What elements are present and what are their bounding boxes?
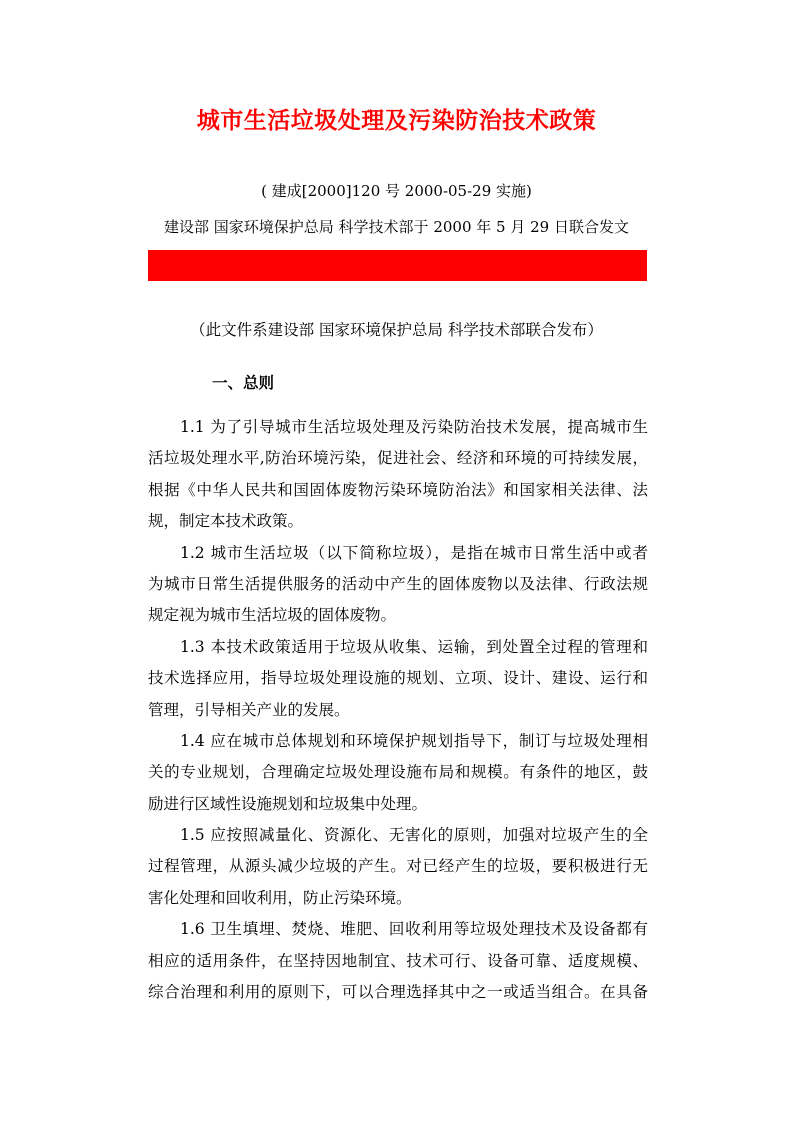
paragraph-line: 综合治理和利用的原则下，可以合理选择其中之一或适当组合。在具备 (148, 983, 648, 1002)
paragraph-1-2 (148, 541, 648, 635)
paragraph-1-5 (148, 823, 648, 917)
paragraph-line: 规定视为城市生活垃圾的固体废物。 (148, 606, 397, 625)
paragraph-line: 1.6 卫生填埋、焚烧、堆肥、回收利用等垃圾处理技术及设备都有 (180, 920, 648, 939)
paragraph-line: 关的专业规划，合理确定垃圾处理设施布局和规模。有条件的地区，鼓 (148, 763, 648, 782)
paragraph-line: 1.5 应按照减量化、资源化、无害化的原则，加强对垃圾产生的全 (180, 826, 648, 845)
paragraph-line: 规，制定本技术政策。 (148, 512, 304, 531)
paragraph-line: 1.3 本技术政策适用于垃圾从收集、运输，到处置全过程的管理和 (180, 637, 648, 656)
section-heading: 一、总则 (212, 374, 275, 392)
paragraph-line: 相应的适用条件，在坚持因地制宜、技术可行、设备可靠、适度规模、 (148, 951, 648, 970)
paragraph-line: 为城市日常生活提供服务的活动中产生的固体废物以及法律、行政法规 (148, 574, 648, 593)
document-body (148, 415, 648, 1011)
paragraph-1-6 (148, 917, 648, 1011)
paragraph-line: 活垃圾处理水平,防治环境污染，促进社会、经济和环境的可持续发展， (148, 449, 648, 468)
paragraph-1-4 (148, 729, 648, 823)
document-title: 城市生活垃圾处理及污染防治技术政策 (196, 108, 597, 134)
paragraph-line: 励进行区域性设施规划和垃圾集中处理。 (148, 794, 428, 813)
red-banner (148, 250, 647, 281)
publish-note: （此文件系建设部 国家环境保护总局 科学技术部联合发布） (190, 321, 603, 339)
paragraph-line: 过程管理，从源头减少垃圾的产生。对已经产生的垃圾，要积极进行无 (148, 857, 648, 876)
doc-number-line: ( 建成[2000]120 号 2000-05-29 实施) (261, 182, 532, 200)
paragraph-1-1 (148, 415, 648, 541)
paragraph-line: 1.4 应在城市总体规划和环境保护规划指导下，制订与垃圾处理相 (180, 731, 648, 750)
paragraph-line: 1.2 城市生活垃圾（以下简称垃圾），是指在城市日常生活中或者 (180, 543, 648, 562)
paragraph-1-3 (148, 635, 648, 729)
paragraph-line: 管理，引导相关产业的发展。 (148, 700, 350, 719)
issuers-line: 建设部 国家环境保护总局 科学技术部于 2000 年 5 月 29 日联合发文 (164, 218, 629, 236)
paragraph-line: 1.1 为了引导城市生活垃圾处理及污染防治技术发展，提高城市生 (180, 418, 648, 436)
paragraph-line: 害化处理和回收利用，防止污染环境。 (148, 888, 412, 907)
paragraph-line: 根据《中华人民共和国固体废物污染环境防治法》和国家相关法律、法 (148, 480, 648, 499)
paragraph-line: 技术选择应用，指导垃圾处理设施的规划、立项、设计、建设、运行和 (148, 669, 648, 688)
